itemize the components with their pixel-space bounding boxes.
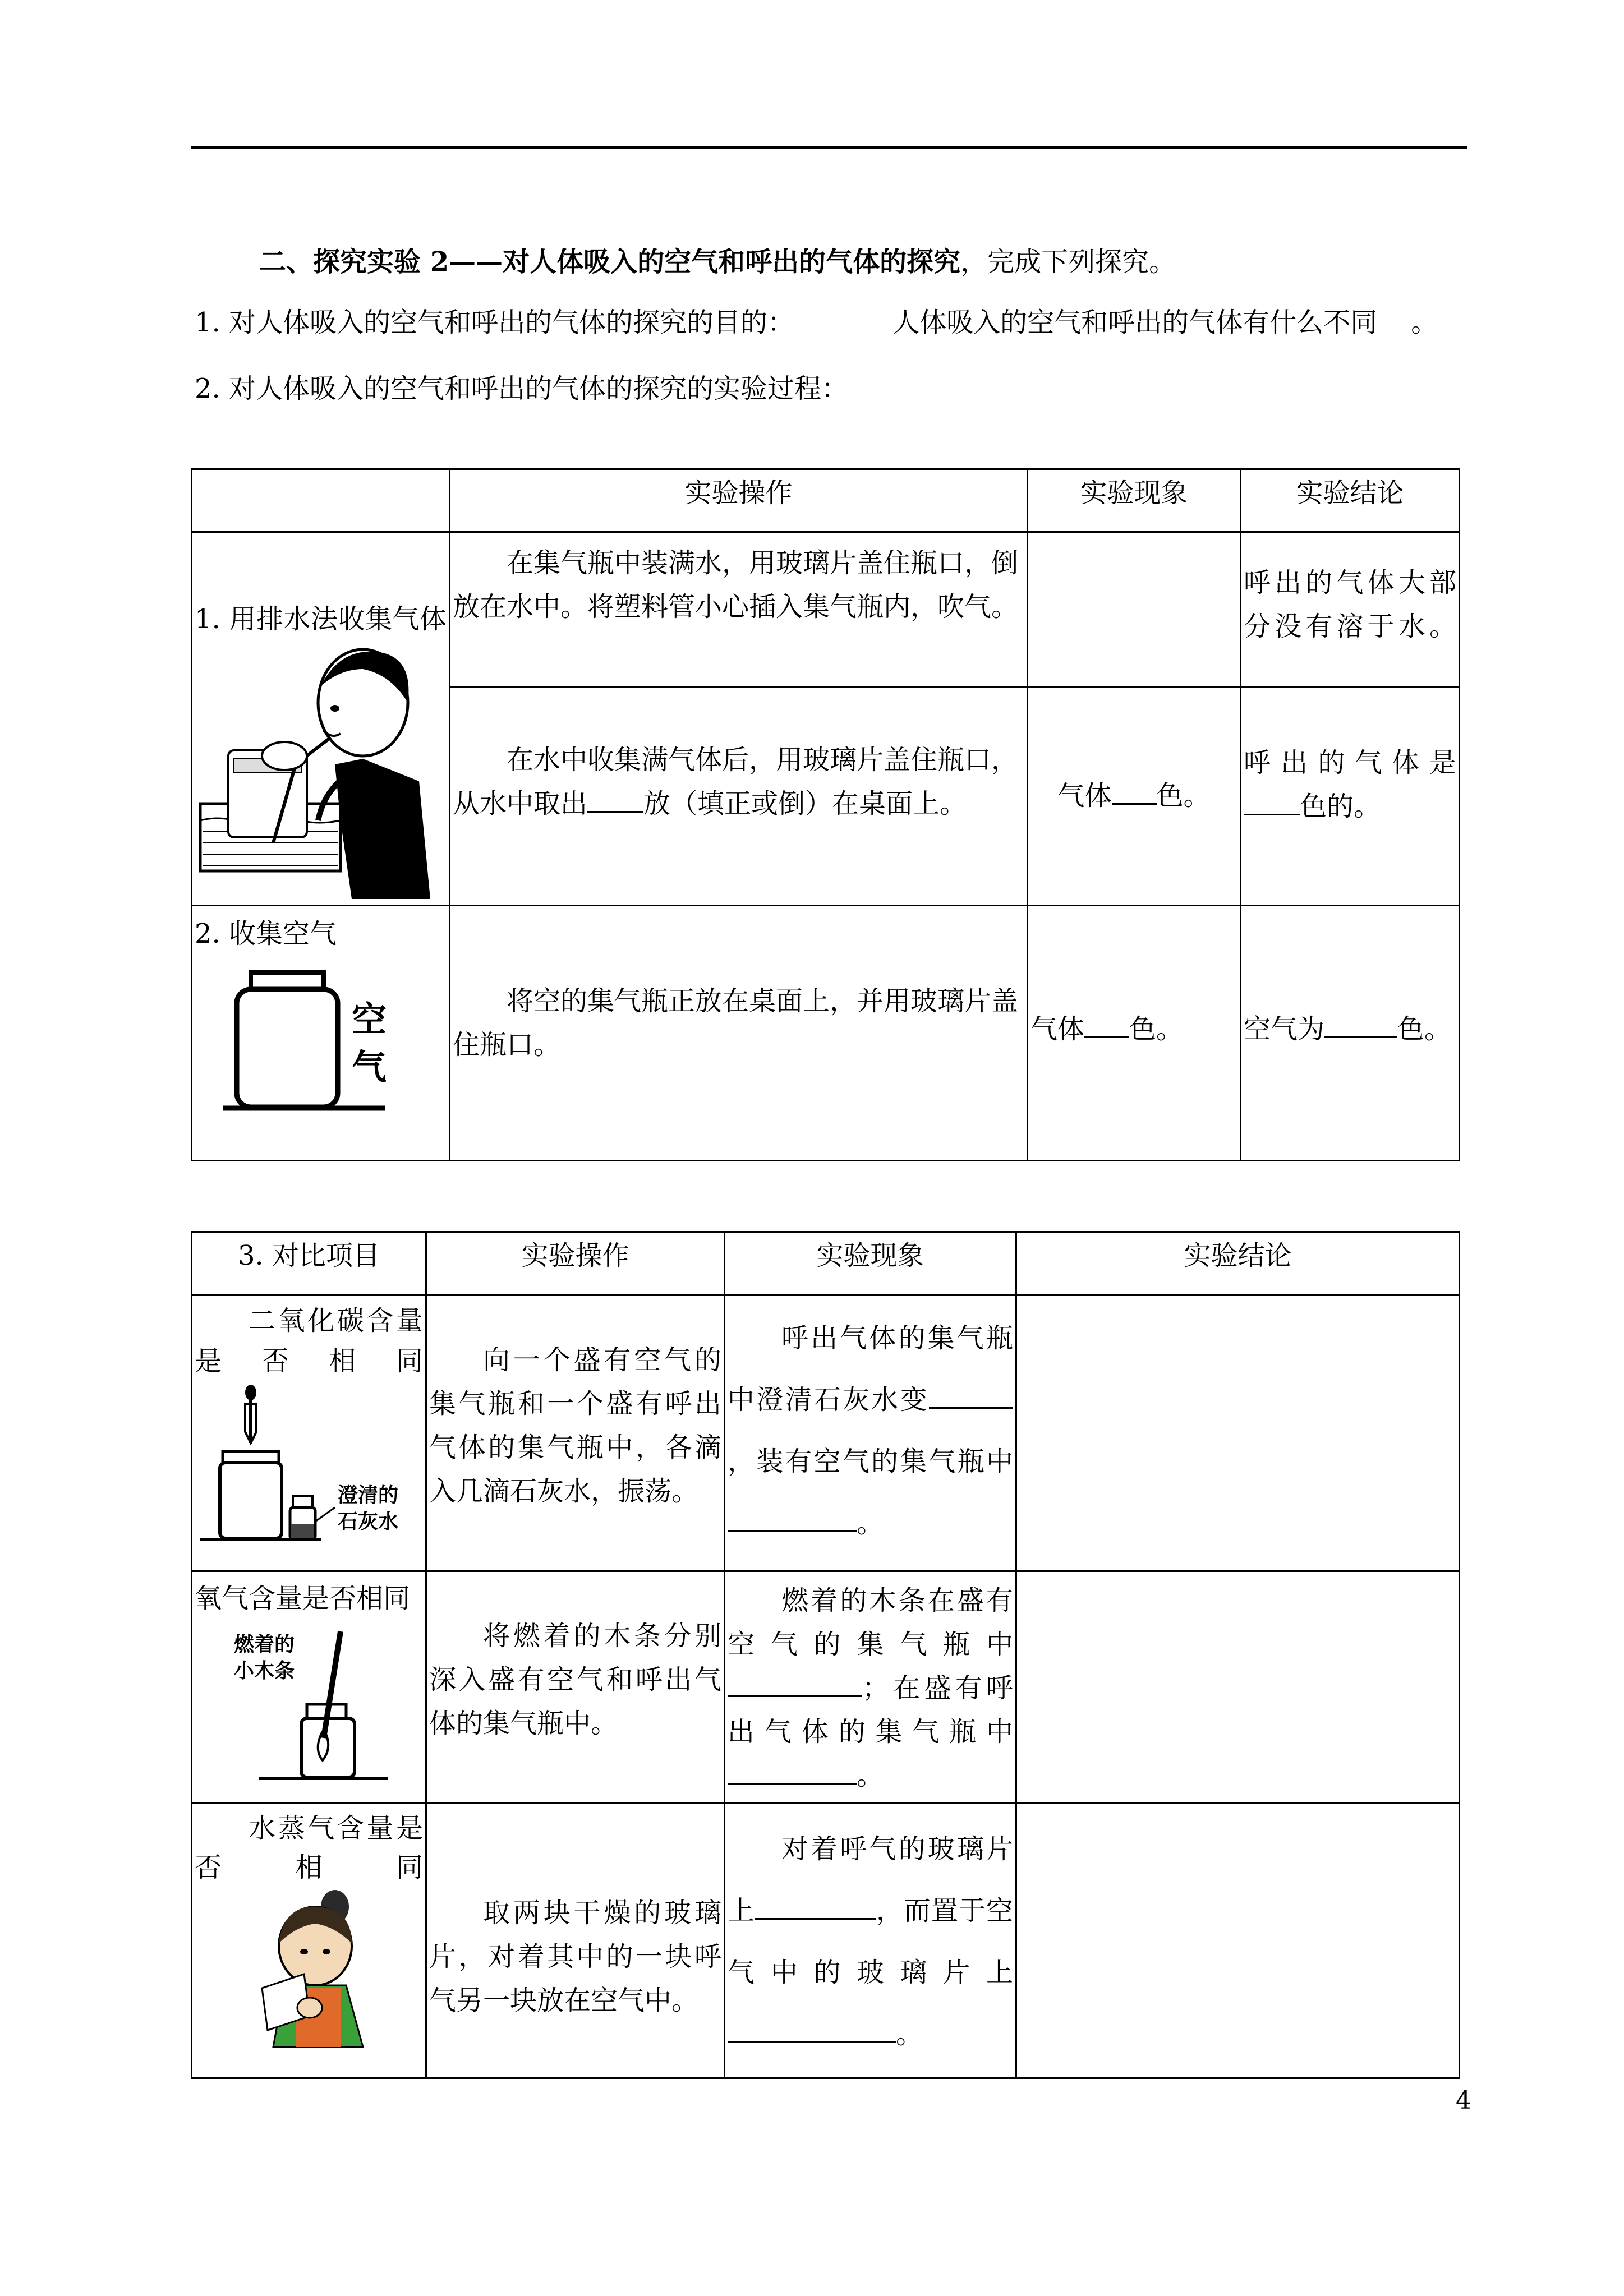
- table2-row-co2-phen-text-3: 。: [857, 1507, 884, 1539]
- table1-row2-conc-text-1: 空气为: [1244, 1013, 1325, 1045]
- table2-row-o2-item: 氧气含量是否相同: [195, 1583, 411, 1614]
- header-rule: [191, 146, 1467, 149]
- table2-row-h2o-phen-text-2: ，而置于空气中的玻璃片上: [728, 1895, 1013, 1988]
- air-jar-label-1: 空: [352, 999, 387, 1040]
- table1-row1b-op-text-2: 放（填正或倒）在桌面上。: [643, 787, 967, 819]
- table2-header-item: 3. 对比项目: [192, 1232, 426, 1295]
- air-jar-label-2: 气: [352, 1046, 387, 1087]
- table2-row-o2-phen-text-3: 。: [857, 1760, 884, 1791]
- question-1-label: 1. 对人体吸入的空气和呼出的气体的探究的目的：: [195, 307, 795, 338]
- table1-row1b-phen-text-2: 色。: [1156, 780, 1211, 812]
- blank-exhaled-color: [1244, 788, 1300, 815]
- table1-row1b-phen: [1028, 686, 1241, 905]
- table2-row-o2-conc: [1016, 1571, 1460, 1804]
- table1-row2-phen: [1028, 906, 1241, 1161]
- person-blowing-illustration: [195, 641, 441, 905]
- blank-gas-color-2: [1084, 1011, 1129, 1038]
- table1-row1a-conc: 呼出的气体大部分没有溶于水。: [1244, 567, 1456, 642]
- table2-header-conc: 实验结论: [1016, 1232, 1460, 1295]
- girl-breathing-illustration: [195, 1887, 425, 2050]
- table1-header-op: 实验操作: [450, 469, 1028, 532]
- burning-stick-illustration: [195, 1620, 425, 1788]
- table2-row-h2o-item-cell: [192, 1804, 426, 2078]
- table2-header-op: 实验操作: [426, 1232, 725, 1295]
- question-2: 2. 对人体吸入的空气和呼出的气体的探究的实验过程：: [195, 373, 849, 404]
- table2-header-phen: 实验现象: [725, 1232, 1016, 1295]
- table1-row2-phen-text-1: 气体: [1030, 1013, 1085, 1045]
- experiment-table-1: [191, 468, 1460, 1161]
- blank-co2-air: [929, 1381, 1013, 1409]
- table1-row1a-op: 在集气瓶中装满水，用玻璃片盖住瓶口，倒放在水中。将塑料管小心插入集气瓶内，吹气。: [450, 532, 1028, 687]
- table2-row-o2-phen-text-1: 燃着的木条在盛有空气的集气瓶中: [728, 1585, 1013, 1660]
- blank-orientation: [587, 785, 643, 813]
- table1-row1b-conc-text-2: 色的。: [1300, 790, 1381, 822]
- stick-label-2: 小木条: [234, 1659, 295, 1682]
- table2-row-co2-phen-text-1: 呼出气体的集气瓶中澄清石灰水变: [728, 1322, 1013, 1416]
- stick-label-1: 燃着的: [234, 1633, 295, 1656]
- limewater-illustration: [195, 1381, 425, 1550]
- table2-row-co2-phen-text-2: ，装有空气的集气瓶中: [728, 1446, 1013, 1477]
- table2-row-o2-op: 将燃着的木条分别深入盛有空气和呼出气体的集气瓶中。: [426, 1571, 725, 1804]
- table1-row2-label-cell: [192, 906, 450, 1161]
- table2-row-o2-item-cell: [192, 1571, 426, 1804]
- table1-row1-label: 1. 用排水法收集气体: [195, 603, 447, 635]
- table2-row-h2o-phen-text-1: 对着呼气的玻璃片上: [728, 1833, 1013, 1926]
- table2-row-h2o-conc: [1016, 1804, 1460, 2078]
- table1-row1b-conc-text-1: 呼出的气体是: [1244, 746, 1456, 778]
- section-title-bold: 二、探究实验 2——对人体吸入的空气和呼出的气体的探究: [259, 246, 961, 278]
- table1-corner: [192, 469, 450, 532]
- table2-row-o2-phen: [725, 1571, 1016, 1804]
- blank-o2-air: [728, 1670, 862, 1697]
- table1-row2-conc-text-2: 色。: [1397, 1013, 1452, 1045]
- table1-header-phen: 实验现象: [1028, 469, 1241, 532]
- table2-row-o2-phen-text-2: ；在盛有呼出气体的集气瓶中: [728, 1672, 1013, 1748]
- table2-row-co2-op: 向一个盛有空气的集气瓶和一个盛有呼出气体的集气瓶中，各滴入几滴石灰水，振荡。: [426, 1295, 725, 1571]
- table2-row-co2-conc: [1016, 1295, 1460, 1571]
- table1-row1b-op-text-1: 在水中收集满气体后，用玻璃片盖住瓶口，从水中取出: [453, 744, 1019, 819]
- question-1-answer: 人体吸入的空气和呼出的气体有什么不同: [892, 307, 1378, 338]
- question-1: [195, 306, 1438, 339]
- table2-row-h2o-phen: [725, 1804, 1016, 2078]
- section-title-rest: ，完成下列探究。: [960, 246, 1176, 278]
- table1-row2-op: 将空的集气瓶正放在桌面上，并用玻璃片盖住瓶口。: [450, 906, 1028, 1161]
- table2-row-co2-item-cell: [192, 1295, 426, 1571]
- table2-row-h2o-op: 取两块干燥的玻璃片，对着其中的一块呼气另一块放在空气中。: [426, 1804, 725, 2078]
- table2-row-co2-item: 二氧化碳含量是否相同: [195, 1305, 423, 1377]
- limewater-label-1: 澄清的: [338, 1484, 399, 1507]
- table1-row1-label-cell: [192, 532, 450, 906]
- table2-row-co2-phen: [725, 1295, 1016, 1571]
- table1-row2-phen-text-2: 色。: [1129, 1013, 1184, 1045]
- blank-o2-exhaled: [728, 1757, 857, 1785]
- table2-row-h2o-item: 水蒸气含量是否相同: [195, 1813, 423, 1883]
- blank-h2o-air: [728, 2016, 896, 2043]
- table2-row-h2o-phen-text-3: 。: [896, 2018, 923, 2050]
- table1-row1b-phen-text-1: 气体: [1057, 780, 1112, 812]
- table1-row1b-conc: [1241, 686, 1460, 905]
- blank-h2o-exhaled: [755, 1892, 876, 1920]
- experiment-table-2: [191, 1231, 1460, 2079]
- table1-row1a-conc-cell: [1241, 532, 1460, 687]
- table1-row1a-phen: [1028, 532, 1241, 687]
- table1-row1b-op: [450, 686, 1028, 905]
- blank-air-color: [1324, 1011, 1397, 1038]
- blank-co2-exhaled: [728, 1505, 857, 1532]
- limewater-label-2: 石灰水: [338, 1510, 399, 1533]
- table1-row2-conc: [1241, 906, 1460, 1161]
- table1-header-conc: 实验结论: [1241, 469, 1460, 532]
- page-number: 4: [1456, 2086, 1471, 2115]
- blank-gas-color-1: [1112, 778, 1157, 805]
- question-1-end: 。: [1411, 307, 1438, 338]
- table1-row2-label: 2. 收集空气: [195, 918, 337, 949]
- section-title: [259, 245, 1176, 279]
- air-jar-illustration: [195, 956, 447, 1141]
